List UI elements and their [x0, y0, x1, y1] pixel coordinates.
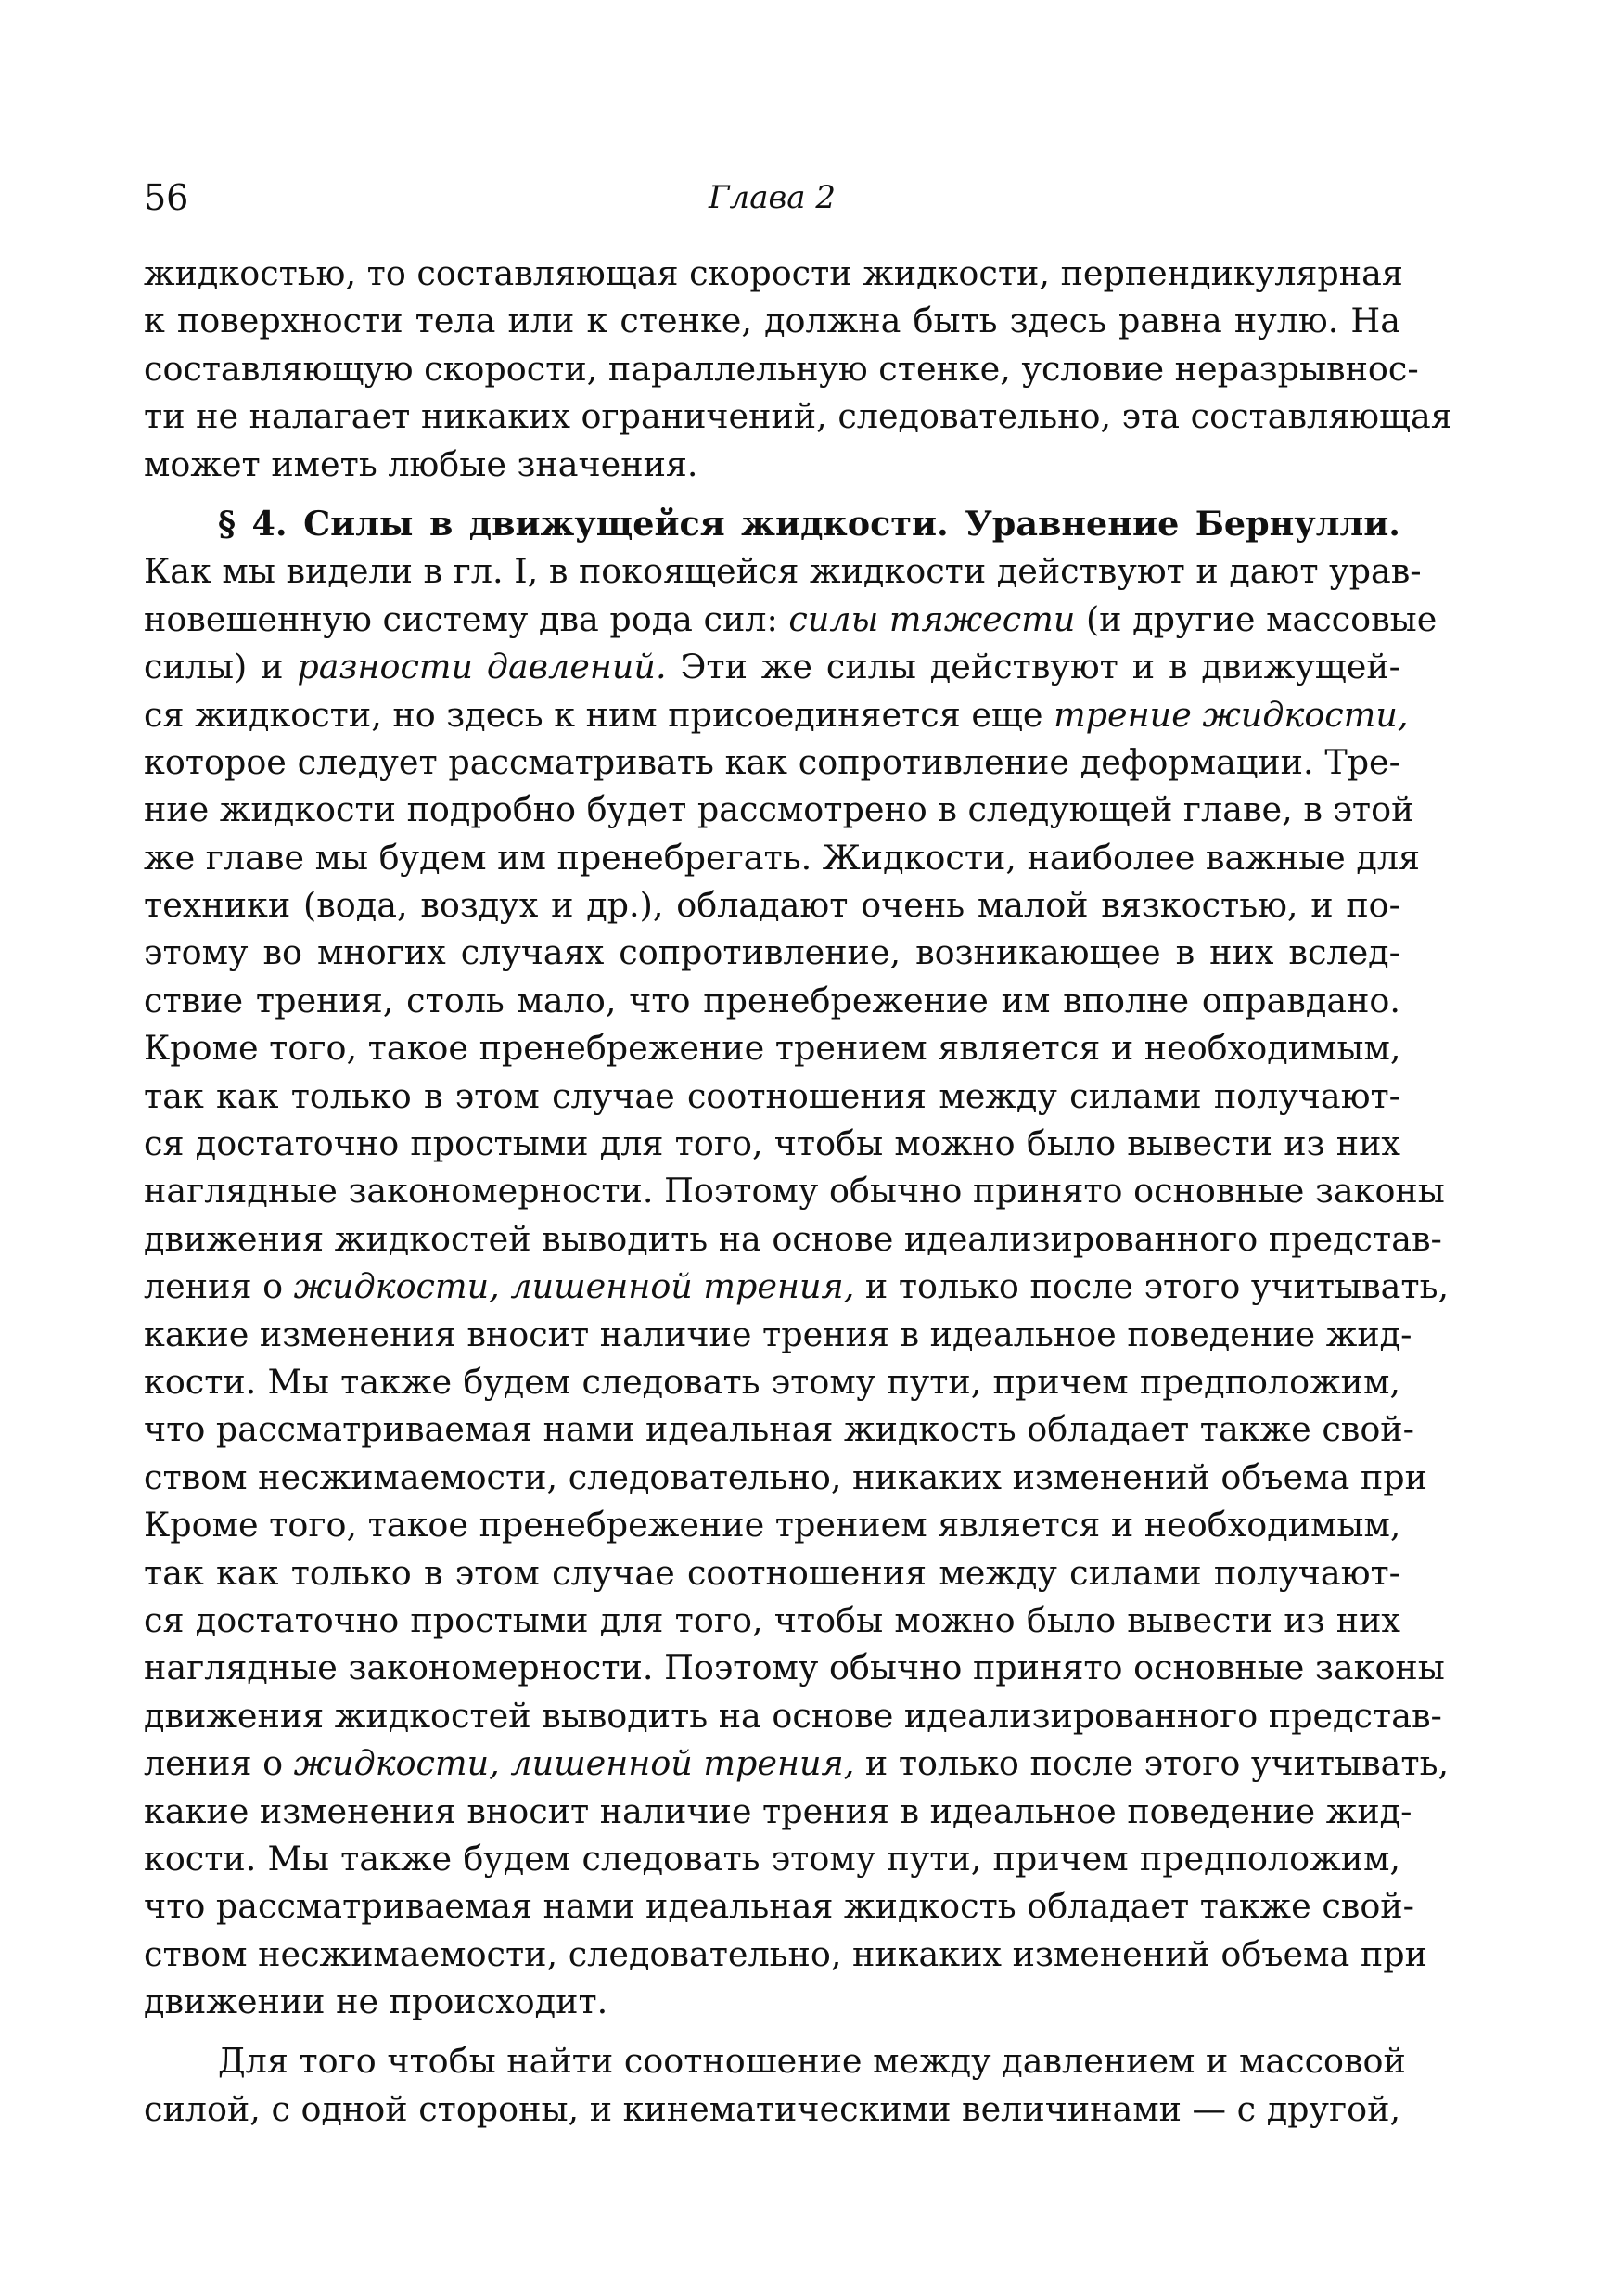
text-line: какие изменения вносит наличие трения в идеальное поведение жид-	[144, 1314, 1412, 1354]
text-run: ся жидкости, но здесь к ним присоединяется еще	[144, 694, 1054, 735]
text-run: и только после этого учитывать,	[854, 1743, 1450, 1784]
text-line: Кроме того, такое пренебрежение трением является и необходимым,	[144, 1028, 1401, 1069]
text-line: Как мы видели в гл. I, в покоящейся жидкости действуют и дают урав-	[144, 551, 1422, 592]
text-line	[144, 596, 1438, 643]
text-line: кости. Мы также будем следовать этому пути, причем предположим,	[144, 1838, 1400, 1879]
text-line: движении не происходит.	[144, 1982, 608, 2022]
text-run: новешенную систему два рода сил:	[144, 598, 789, 639]
italic-term: жидкости, лишенной трения,	[293, 1743, 855, 1784]
text-line: так как только в этом случае соотношения между силами получают-	[144, 1075, 1400, 1116]
text-line: ством несжимаемости, следовательно, никаких изменений объема при	[144, 1933, 1427, 1974]
chapter-title: Глава 2	[709, 179, 836, 216]
text-run: ления о	[144, 1266, 294, 1307]
text-line: что рассматриваемая нами идеальная жидкость обладает также свой-	[144, 1886, 1414, 1927]
text-run: ления о	[144, 1743, 294, 1784]
page-number: 56	[144, 177, 189, 218]
text-line: так как только в этом случае соотношения между силами получают-	[144, 1552, 1400, 1593]
text-run: силы) и	[144, 647, 298, 687]
text-line: техники (вода, воздух и др.), обладают очень малой вязкостью, и по-	[144, 885, 1400, 926]
text-line: что рассматриваемая нами идеальная жидкость обладает также свой-	[144, 1409, 1414, 1450]
text-line: Для того чтобы найти соотношение между давлением и массовой	[218, 2041, 1406, 2082]
text-line: жидкостью, то составляющая скорости жидкости, перпендикулярная	[144, 253, 1403, 293]
text-line: наглядные закономерности. Поэтому обычно принято основные законы	[144, 1648, 1445, 1688]
text-line: кости. Мы также будем следовать этому пути, причем предположим,	[144, 1361, 1400, 1402]
text-line: Кроме того, такое пренебрежение трением является и необходимым,	[144, 1505, 1401, 1546]
paragraph-gap	[144, 488, 1400, 500]
paragraph-3	[144, 2037, 1406, 2133]
text-line	[144, 643, 1400, 690]
italic-term: силы тяжести	[788, 598, 1076, 639]
text-line	[144, 1739, 1450, 1787]
section-heading: § 4. Силы в движущейся жидкости. Уравнение Бернулли.	[218, 503, 1400, 544]
text-line: которое следует рассматривать как сопротивление деформации. Тре-	[144, 741, 1400, 782]
text-line: ством несжимаемости, следовательно, никаких изменений объема при	[144, 1456, 1427, 1497]
running-head	[144, 174, 1400, 221]
text-run: (и другие массовые	[1075, 598, 1438, 639]
paragraph-gap	[144, 2025, 1400, 2037]
text-line	[144, 691, 1409, 738]
italic-term: разности давлений.	[297, 647, 667, 687]
text-line: ся достаточно простыми для того, чтобы можно было вывести из них	[144, 1599, 1400, 1640]
italic-term: жидкости, лишенной трения,	[293, 1266, 855, 1307]
text-run: Эти же силы действуют и в движущей-	[666, 647, 1401, 687]
text-line: этому во многих случаях сопротивление, возникающее в них вслед-	[144, 932, 1400, 973]
text-line: может иметь любые значения.	[144, 443, 698, 484]
text-line: какие изменения вносит наличие трения в идеальное поведение жид-	[144, 1790, 1412, 1831]
text-line: к поверхности тела или к стенке, должна быть здесь равна нулю. На	[144, 301, 1400, 341]
italic-term: трение жидкости,	[1054, 694, 1409, 735]
text-line: силой, с одной стороны, и кинематическими величинами — с другой,	[144, 2088, 1401, 2129]
text-run: и только после этого учитывать,	[854, 1266, 1450, 1307]
text-line: движения жидкостей выводить на основе идеализированного представ-	[144, 1218, 1442, 1259]
body-text	[144, 250, 1452, 2133]
paragraph-1	[144, 250, 1452, 488]
text-line: наглядные закономерности. Поэтому обычно принято основные законы	[144, 1171, 1445, 1212]
text-line: движения жидкостей выводить на основе идеализированного представ-	[144, 1695, 1442, 1736]
text-line: ся достаточно простыми для того, чтобы можно было вывести из них	[144, 1123, 1400, 1164]
text-line: ти не налагает никаких ограничений, следовательно, эта составляющая	[144, 396, 1452, 437]
text-line: же главе мы будем им пренебрегать. Жидкости, наиболее важные для	[144, 837, 1421, 878]
text-line: ствие трения, столь мало, что пренебрежение им вполне оправдано.	[144, 980, 1400, 1020]
text-line	[144, 1263, 1450, 1310]
text-line: составляющую скорости, параллельную стенке, условие неразрывнос-	[144, 348, 1419, 389]
text-line: ние жидкости подробно будет рассмотрено в следующей главе, в этой	[144, 789, 1414, 830]
paragraph-2	[144, 500, 1450, 2026]
